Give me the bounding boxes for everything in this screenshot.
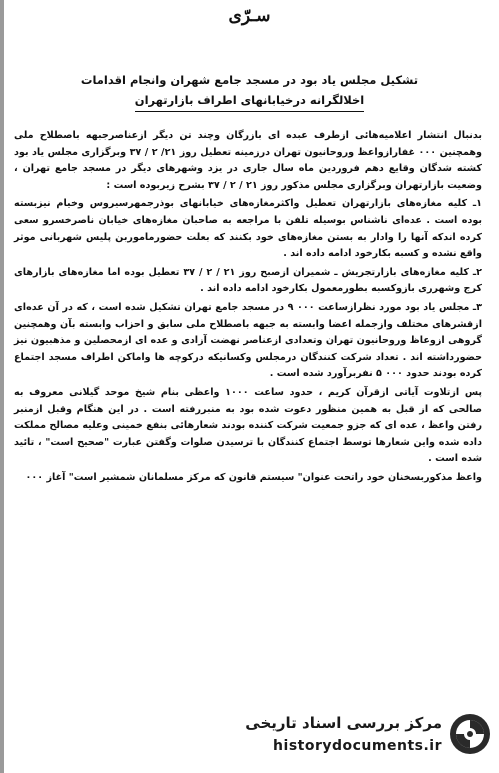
page-left-edge bbox=[0, 0, 4, 773]
paragraph-closing: واعظ مذکوربسخنان خود راتحت عنوان" سیستم قانون که مرکز مسلمانان شمشیر است" آغاز ۰۰۰ bbox=[25, 471, 482, 483]
document-title bbox=[0, 70, 499, 112]
classification-mark: سـرّی bbox=[228, 6, 271, 26]
paragraph-item-1: ۱ـ کلیه مغازه‌های بازارتهران تعطیل واکثرمغازه‌های خیابانهای بوذرجمهرسیروس وخیام نیزبسته بوده است . عده‌ای ناشناس بوسیله تلفن با مراجعه به صاحبان مغازه‌های خیابان ناصرخسرو سعی کرده اندکه آنها را وادار به بستن مغازه‌های خود بکنند که بعلت حضورماموربن پلیس شهربانی موثر واقع نشده و کسبه بکارخود ادامه داده اند . bbox=[14, 198, 482, 260]
title-line-2: اخلالگرانه درخیابانهای اطراف بازارتهران bbox=[135, 90, 364, 112]
paragraph-sermon: پس ازتلاوت آیاتی ازقرآن کریم ، حدود ساعت ۱۰۰۰ واعظی بنام شیخ موحد گیلانی معروف به صالحی که از قبل به همین منظور دعوت شده بود به منبررفته است . در این هنگام وقبل ازمنبر رفتن واعظ ، عده ای که جزو جمعیت شرکت کننده بودند شعارهائی بنفع خمینی وعلیه مصالح مملکت داده شده واین شعارها توسط اجتماع کنندگان با ترسیدن صلوات وگفتن عبارت "صحیح است" ، تائید شده است . bbox=[14, 386, 482, 465]
watermark-logo bbox=[204, 706, 496, 766]
paragraph-intro: بدنبال انتشار اعلامیه‌هائی ازطرف عبده ای بازرگان وچند تن دیگر ازعناصرجبهه باصطلاح ملی وهمچنین ۰۰۰ غفارازواعظ وروحانیون تهران درزمینه تعطیل روز ۲۱/ ۲ / ۳۷ وبرگزاری مجلس یاد بود کشته شدگان وقایع دهم فروردین ماه سال جاری در یزد وشهرهای دیگر در مسجد جامع تهران ، وضعیت بازارتهران وبرگزاری مجلس مذکور روز ۲۱ / ۲ / ۳۷ بشرح زیربوده است : bbox=[14, 130, 483, 191]
watermark-name: مرکز بررسی اسناد تاریخی bbox=[245, 714, 442, 732]
watermark-site: historydocuments.ir bbox=[273, 738, 442, 754]
title-line-1: تشکیل مجلس یاد بود در مسجد جامع شهران وانجام اقدامات bbox=[80, 73, 419, 87]
document-body bbox=[14, 128, 482, 486]
archive-seal-icon bbox=[448, 712, 492, 756]
paragraph-item-2: ۲ـ کلیه مغازه‌های بازارتجریش ـ شمیران ازصبح روز ۲۱ / ۲ / ۳۷ تعطیل بوده اما مغازه‌های بازارهای کرج وشهرری بازوکسبه بطورمعمول بکارخود ادامه داده اند . bbox=[14, 266, 483, 295]
paragraph-item-3: ۳ـ مجلس یاد بود مورد نظرازساعت ۰۰۰ ۹ در مسجد جامع تهران تشکیل شده است ، که در آن عده‌ای ازقشرهای مختلف وازجمله اعضا وابسته به جبهه باصطلاح ملی سابق و احزاب وابسته بآن وهمچنین گروهی ازوعاظ وروحانیون تهران وتعدادی ازعناصر نهضت آزادی و عده ای ازمحصلین و مذهبیون نیز حضورداشته اند . تعداد شرکت کنندگان درمجلس وکسانیکه درکوچه ها واماکن اطراف مسجد اجتماع کرده بودند حدود ۰۰۰ ۵ نفربرآورد شده است . bbox=[14, 301, 482, 380]
